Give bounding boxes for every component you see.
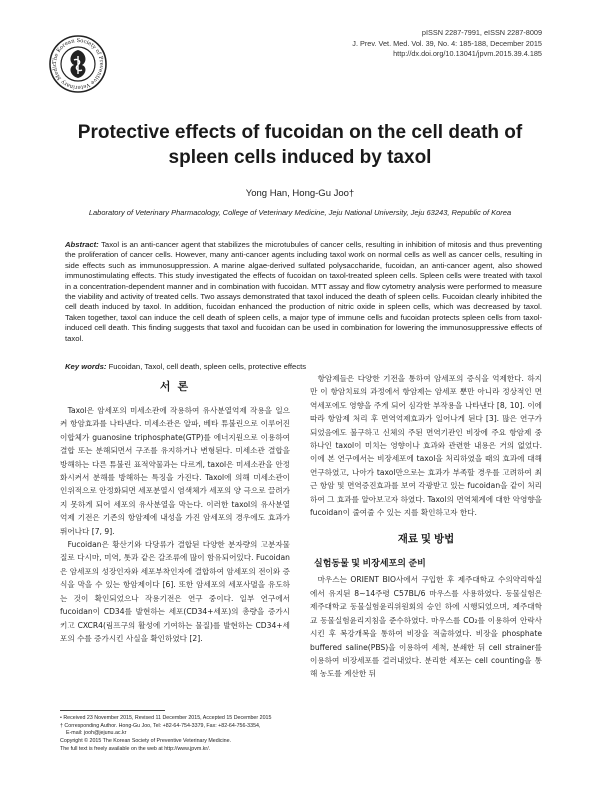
footnotes (60, 715, 295, 754)
paper-title (60, 120, 540, 170)
title-line-2: spleen cells induced by taxol (168, 147, 432, 168)
journal-meta (242, 28, 542, 60)
abstract (65, 240, 542, 344)
abstract-text: Taxol is an anti-cancer agent that stabilizes the microtubules of cancer cells, resulting in inhibition of mitosis and thus preventing the proliferation of cancer cells. However, many anti-cancer agents including taxol work on normal cells as well as cancer cells, resulting in side effects such as immunosuppression. A marine algae-derived sulfated polysaccharide, fucoidan, an anti-cancer agent, also showed immunostimulating effects. This study investigated the effects of fucoidan on taxol-treated spleen cells. Spleen cells were treated with taxol in a concentration-dependent manner and in combination with fucoidan. MTT assay and flow cytometry analysis were performed to measure the viability and activity of treated cells. Two assays demonstrated that taxol induced the death of spleen cells. Fucoidan clearly inhibited the cell death induced by taxol. In addition, fucoidan enhanced the production of nitric oxide in spleen cells, which was decreased by taxol. Taken together, taxol can induce the cell death of spleen cells, a major type of immune cells and fucoidan protects spleen cells from taxol-induced cell death. This finding suggests that taxol and fucoidan can be used in combination for lowering the immunosuppressive effects of taxol. (65, 240, 543, 343)
footnote-copyright: Copyright © 2015 The Korean Society of Preventive Veterinary Medicine. (60, 738, 232, 745)
footnote-availability: The full text is freely available on the web at http://www.jpvm.kr/. (60, 745, 211, 752)
society-logo (48, 34, 108, 94)
intro-paragraph-2: Fucoidan은 황산기와 다당류가 결합된 다양한 분자량의 고분자물질로 다시마, 미역, 톳과 같은 갈조류에 많이 함유되어있다. Fucoidan은 암세포의 성장인자와 세포부착인자에 결합하여 암세포의 전이와 증식을 막을 수 있는 항암제이다 [6]. 또한 암세포의 세포사멸을 유도하는 것이 확인되었으나 작용기전은 연구 중이다. 일부 연구에서 fucoidan이 CD34를 발현하는 세포(CD34+세포)의 총량을 증가시키고 CXCR4(림프구의 활성에 기여하는 물질)를 발현하는 CD34+세포의 수를 증가시킨 사실을 확인하였다 [2]. (60, 540, 290, 643)
keywords-label: Key words: (65, 362, 107, 371)
issn-line: pISSN 2287-7991, eISSN 2287-8009 (421, 28, 542, 37)
intro-paragraph-3: 항암제들은 다양한 기전을 통하여 암세포의 증식을 억제한다. 하지만 이 항암치료의 과정에서 항암제는 암세포 뿐만 아니라 정상적인 면역세포에도 영향을 주게 되어 심각한 부작용을 나타낸다 [8, 10]. 이에 따라 항암제 처리 후 면역억제효과가 일어나게 된다 [3]. 많은 연구가 되었음에도 불구하고 신체의 주된 면역기관인 비장에 주요 항암제 중 하나인 taxol이 미치는 영향이나 효과와 관련한 내용은 거의 없었다. 이에 본 연구에서는 비장세포에 taxol을 처리하였을 때의 효과에 대해 연구하였고, 나아가 taxol만으로는 효과가 부족할 경우를 고려하여 최근 항암 및 면역증진효과를 보여 각광받고 있는 fucoidan을 같이 처리하여 그 효과를 알아보고자 하였다. Taxol의 면역체계에 대한 악영향을 fucoidan이 줄여줄 수 있는 지를 확인하고자 한다. (310, 374, 542, 518)
citation-line: J. Prev. Vet. Med. Vol. 39, No. 4: 185-188, December 2015 (352, 38, 542, 48)
keywords-text: Fucoidan, Taxol, cell death, spleen cells, protective effects (108, 362, 307, 371)
affiliation: Laboratory of Veterinary Pharmacology, College of Veterinary Medicine, Jeju National University, Jeju 63243, Republic of Korea (88, 208, 512, 217)
methods-subheading: 실험동물 및 비장세포의 준비 (314, 558, 426, 569)
intro-paragraph-1: Taxol은 암세포의 미세소관에 작용하여 유사분열억제 작용을 일으켜 항암효과를 나타낸다. 미세소관은 알파, 베타 튜불린으로 이루어진 이합체가 guanosine triphosphate(GTP)를 에너지원으로 이용하여 결합 또는 분해되면서 구조를 유지하거나 변형된다. 미세소관 결합을 방해하는 다른 튜불린 표적약물과는 다르게, taxol은 미세소관을 안정화시켜서 분해를 방해하는 특징을 가진다. Taxol에 의해 미세소관이 인위적으로 안정화되면 세포분열시 염색체가 세포의 양 극으로 끌려가지 못하게 되어 세포의 유사분열을 막는다. 이러한 taxol의 유사분열억제 기전은 기존의 항암제에 내성을 가진 암세포의 경우에도 효과가 뛰어나다 [7, 9]. (60, 406, 290, 536)
abstract-label: Abstract: (65, 240, 99, 249)
keywords (65, 362, 542, 371)
society-seal-icon (48, 34, 108, 94)
methods-paragraph: 마우스는 ORIENT BIO사에서 구입한 후 제주대학교 수의약리학실에서 유지된 8~14주령 C57BL/6 마우스를 사용하였다. 동물실험은 제주대학교 동물실험윤리위원회의 승인 하에 시행되었으며, 제주대학교 동물실험윤리지침을 준수하였다. 마우스를 CO₂를 이용하여 안락사 시킨 후 복강개복을 통하여 비장을 적출하였다. 비장을 phosphate buffered saline(PBS)을 이용하여 세척, 분쇄한 뒤 cell strainer를 이용하여 비장세포를 걸러내었다. 분리한 세포는 cell counting을 통해 농도를 계산한 뒤 (310, 575, 542, 679)
footnote-email: E-mail: jooh@jejunu.ac.kr (66, 730, 127, 737)
doi-link[interactable]: http://dx.doi.org/10.13041/jpvm.2015.39.4.185 (393, 49, 542, 58)
left-column (60, 378, 290, 645)
footnote-divider (60, 710, 165, 711)
methods-heading: 재료 및 방법 (397, 533, 455, 546)
intro-heading: 서 론 (159, 381, 191, 393)
author-list: Yong Han, Hong-Gu Joo† (245, 188, 355, 199)
title-line-1: Protective effects of fucoidan on the cell death of (77, 122, 523, 143)
logo-ring-text: The Korean Society of Preventive Veterinary Medic (51, 37, 105, 91)
footnote-received: • Received 23 November 2015, Revised 11 December 2015, Accepted 15 December 2015 (60, 715, 272, 721)
footnote-corresponding: † Corresponding Author. Hong-Gu Joo, Tel: +82-64-754-3379, Fax: +82-64-756-3354, (60, 722, 261, 729)
right-column (310, 372, 542, 681)
